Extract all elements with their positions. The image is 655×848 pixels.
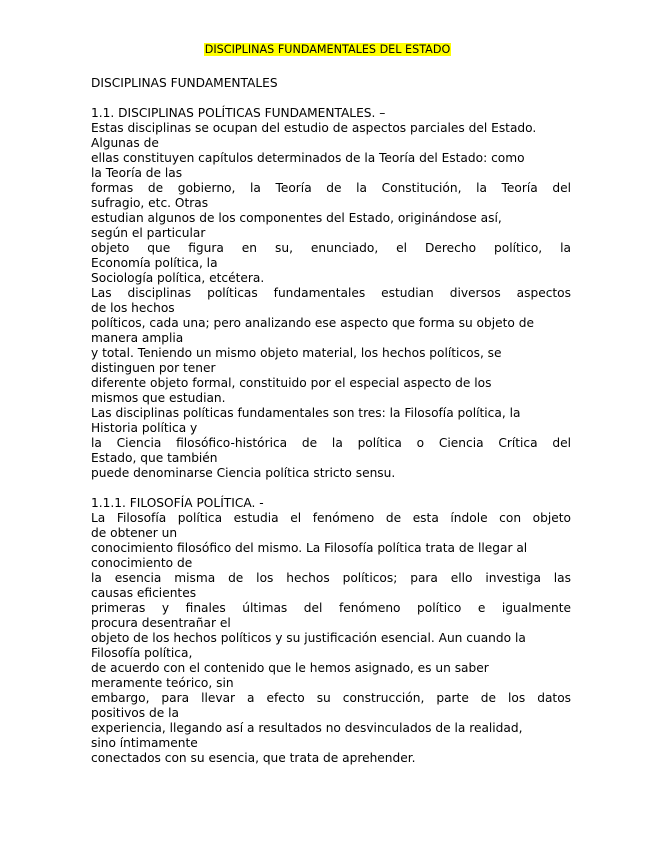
document-title: DISCIPLINAS FUNDAMENTALES DEL ESTADO — [204, 43, 451, 56]
text-line: mismos que estudian. — [91, 391, 226, 405]
text-line: Filosofía política, — [91, 646, 193, 660]
text-line: de obtener un — [91, 526, 178, 540]
text-line: la Teoría de las — [91, 166, 183, 180]
text-line: experiencia, llegando así a resultados no desvinculados de la realidad, — [91, 721, 523, 735]
text-line: procura desentrañar el — [91, 616, 231, 630]
text-line: causas eficientes — [91, 586, 197, 600]
blank-line — [91, 481, 571, 496]
title-line — [0, 38, 655, 57]
text-line: conocimiento de — [91, 556, 193, 570]
text-line: la esencia misma de los hechos políticos; para ello investiga las — [91, 571, 571, 585]
text-line: diferente objeto formal, constituido por el especial aspecto de los — [91, 376, 492, 390]
text-line: formas de gobierno, la Teoría de la Constitución, la Teoría del — [91, 181, 571, 195]
text-line: puede denominarse Ciencia política stricto sensu. — [91, 466, 396, 480]
text-line: 1.1. DISCIPLINAS POLÍTICAS FUNDAMENTALES. – — [91, 106, 386, 120]
text-line: según el particular — [91, 226, 206, 240]
text-line: objeto de los hechos políticos y su justificación esencial. Aun cuando la — [91, 631, 526, 645]
text-line: Las disciplinas políticas fundamentales estudian diversos aspectos — [91, 286, 571, 300]
text-line: manera amplia — [91, 331, 184, 345]
text-line: conectados con su esencia, que trata de aprehender. — [91, 751, 416, 765]
text-line: Las disciplinas políticas fundamentales son tres: la Filosofía política, la — [91, 406, 521, 420]
text-line: primeras y finales últimas del fenómeno político e igualmente — [91, 601, 571, 615]
text-line: estudian algunos de los componentes del Estado, originándose así, — [91, 211, 502, 225]
text-line: meramente teórico, sin — [91, 676, 234, 690]
text-line: distinguen por tener — [91, 361, 216, 375]
text-line: DISCIPLINAS FUNDAMENTALES — [91, 76, 278, 90]
text-line: Economía política, la — [91, 256, 218, 270]
text-line: positivos de la — [91, 706, 179, 720]
text-line: Estas disciplinas se ocupan del estudio de aspectos parciales del Estado. — [91, 121, 537, 135]
text-line: la Ciencia filosófico-histórica de la política o Ciencia Crítica del — [91, 436, 571, 450]
text-line: de los hechos — [91, 301, 175, 315]
text-line: La Filosofía política estudia el fenómeno de esta índole con objeto — [91, 511, 571, 525]
blank-line — [91, 91, 571, 106]
text-line: objeto que figura en su, enunciado, el Derecho político, la — [91, 241, 571, 255]
text-line: 1.1.1. FILOSOFÍA POLÍTICA. - — [91, 496, 264, 510]
text-line: políticos, cada una; pero analizando ese aspecto que forma su objeto de — [91, 316, 534, 330]
text-line: Estado, que también — [91, 451, 218, 465]
text-line: Historia política y — [91, 421, 198, 435]
text-line: conocimiento filosófico del mismo. La Filosofía política trata de llegar al — [91, 541, 528, 555]
text-line: sino íntimamente — [91, 736, 198, 750]
text-line: ellas constituyen capítulos determinados de la Teoría del Estado: como — [91, 151, 525, 165]
text-line: de acuerdo con el contenido que le hemos asignado, es un saber — [91, 661, 489, 675]
document-body — [91, 76, 571, 766]
text-line: y total. Teniendo un mismo objeto material, los hechos políticos, se — [91, 346, 502, 360]
text-line: Algunas de — [91, 136, 159, 150]
text-line: embargo, para llevar a efecto su construcción, parte de los datos — [91, 691, 571, 705]
text-line: sufragio, etc. Otras — [91, 196, 209, 210]
text-line: Sociología política, etcétera. — [91, 271, 265, 285]
